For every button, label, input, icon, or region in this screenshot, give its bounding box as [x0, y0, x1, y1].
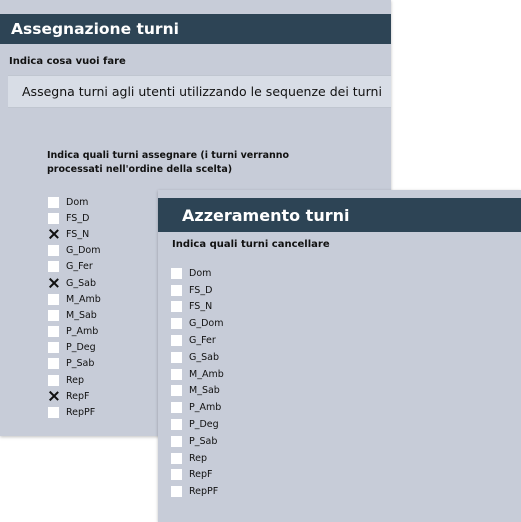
checkbox[interactable]: [171, 301, 182, 312]
shift-label: FS_N: [189, 301, 213, 313]
reset-shift-option[interactable]: [171, 265, 224, 282]
checkbox[interactable]: [171, 486, 182, 497]
shift-label: P_Deg: [66, 342, 96, 354]
shift-label: M_Sab: [66, 309, 97, 321]
checkbox[interactable]: [48, 310, 59, 321]
shift-label: FS_N: [66, 228, 90, 240]
shifts-to-clear-label: Indica quali turni cancellare: [172, 239, 330, 250]
assign-shift-option[interactable]: [48, 356, 101, 372]
checkbox[interactable]: [171, 453, 182, 464]
checkbox[interactable]: [171, 352, 182, 363]
checkbox[interactable]: [48, 261, 59, 272]
reset-shift-option[interactable]: [171, 383, 224, 400]
shift-label: G_Fer: [189, 335, 216, 347]
shift-label: P_Amb: [66, 326, 99, 338]
assign-shift-option[interactable]: [48, 372, 101, 388]
shift-label: RepF: [189, 469, 213, 481]
reset-shift-option[interactable]: [171, 399, 224, 416]
checkbox[interactable]: [171, 385, 182, 396]
checkbox[interactable]: [171, 318, 182, 329]
checkbox-checked[interactable]: [48, 278, 59, 289]
shift-label: P_Sab: [189, 435, 218, 447]
shift-label: G_Sab: [189, 351, 219, 363]
shift-label: Dom: [66, 196, 89, 208]
checkbox[interactable]: [48, 407, 59, 418]
reset-shift-option[interactable]: [171, 433, 224, 450]
reset-shift-option[interactable]: [171, 349, 224, 366]
action-prompt-label: Indica cosa vuoi fare: [9, 56, 126, 67]
checkbox-checked[interactable]: [48, 391, 59, 402]
assign-shift-option[interactable]: [48, 291, 101, 307]
shift-label: M_Amb: [189, 368, 224, 380]
reset-shift-option[interactable]: [171, 450, 224, 467]
shift-label: RepPF: [189, 486, 219, 498]
shift-label: P_Amb: [189, 402, 222, 414]
reset-shift-option[interactable]: [171, 483, 224, 500]
shift-label: P_Deg: [189, 419, 219, 431]
assign-shift-option[interactable]: [48, 275, 101, 291]
assign-shift-option[interactable]: [48, 340, 101, 356]
reset-shifts-dialog: [158, 190, 521, 522]
action-select[interactable]: [8, 75, 391, 108]
reset-shift-option[interactable]: [171, 467, 224, 484]
reset-dialog-title: Azzeramento turni: [158, 198, 521, 232]
checkbox[interactable]: [48, 326, 59, 337]
assign-dialog-title: Assegnazione turni: [0, 14, 391, 44]
shift-label: G_Fer: [66, 261, 93, 273]
checkbox[interactable]: [171, 402, 182, 413]
shift-label: Rep: [66, 374, 85, 386]
reset-shift-option[interactable]: [171, 366, 224, 383]
assign-shift-option[interactable]: [48, 307, 101, 323]
assign-shift-option[interactable]: [48, 226, 101, 242]
shift-label: FS_D: [189, 284, 213, 296]
reset-shift-checkbox-list: [171, 265, 224, 500]
assign-shift-option[interactable]: [48, 324, 101, 340]
checkbox[interactable]: [48, 197, 59, 208]
action-select-value: Assegna turni agli utenti utilizzando le sequenze dei turni: [22, 84, 382, 99]
shift-label: G_Dom: [189, 318, 224, 330]
checkbox[interactable]: [171, 419, 182, 430]
checkbox[interactable]: [48, 375, 59, 386]
shift-label: RepF: [66, 390, 90, 402]
assign-shift-option[interactable]: [48, 210, 101, 226]
checkbox[interactable]: [48, 294, 59, 305]
reset-shift-option[interactable]: [171, 416, 224, 433]
assign-shift-option[interactable]: [48, 404, 101, 420]
checkbox[interactable]: [171, 335, 182, 346]
shifts-to-assign-label: Indica quali turni assegnare (i turni verranno processati nell'ordine della scelta): [47, 150, 290, 175]
checkbox[interactable]: [171, 436, 182, 447]
assign-shift-option[interactable]: [48, 388, 101, 404]
reset-shift-option[interactable]: [171, 332, 224, 349]
shift-label: M_Sab: [189, 385, 220, 397]
shift-label: RepPF: [66, 407, 96, 419]
shift-label: M_Amb: [66, 293, 101, 305]
checkbox[interactable]: [48, 245, 59, 256]
shift-label: Rep: [189, 452, 208, 464]
checkbox[interactable]: [171, 369, 182, 380]
shift-label: G_Dom: [66, 245, 101, 257]
checkbox[interactable]: [171, 268, 182, 279]
reset-shift-option[interactable]: [171, 299, 224, 316]
checkbox[interactable]: [171, 285, 182, 296]
checkbox-checked[interactable]: [48, 229, 59, 240]
checkbox[interactable]: [48, 358, 59, 369]
assign-shift-checkbox-list: [48, 194, 101, 421]
shift-label: FS_D: [66, 212, 90, 224]
assign-shift-option[interactable]: [48, 194, 101, 210]
shift-label: G_Sab: [66, 277, 96, 289]
shift-label: Dom: [189, 267, 212, 279]
reset-shift-option[interactable]: [171, 315, 224, 332]
reset-shift-option[interactable]: [171, 282, 224, 299]
assign-shift-option[interactable]: [48, 243, 101, 259]
checkbox[interactable]: [171, 469, 182, 480]
shift-label: P_Sab: [66, 358, 95, 370]
assign-shift-option[interactable]: [48, 259, 101, 275]
checkbox[interactable]: [48, 342, 59, 353]
checkbox[interactable]: [48, 213, 59, 224]
